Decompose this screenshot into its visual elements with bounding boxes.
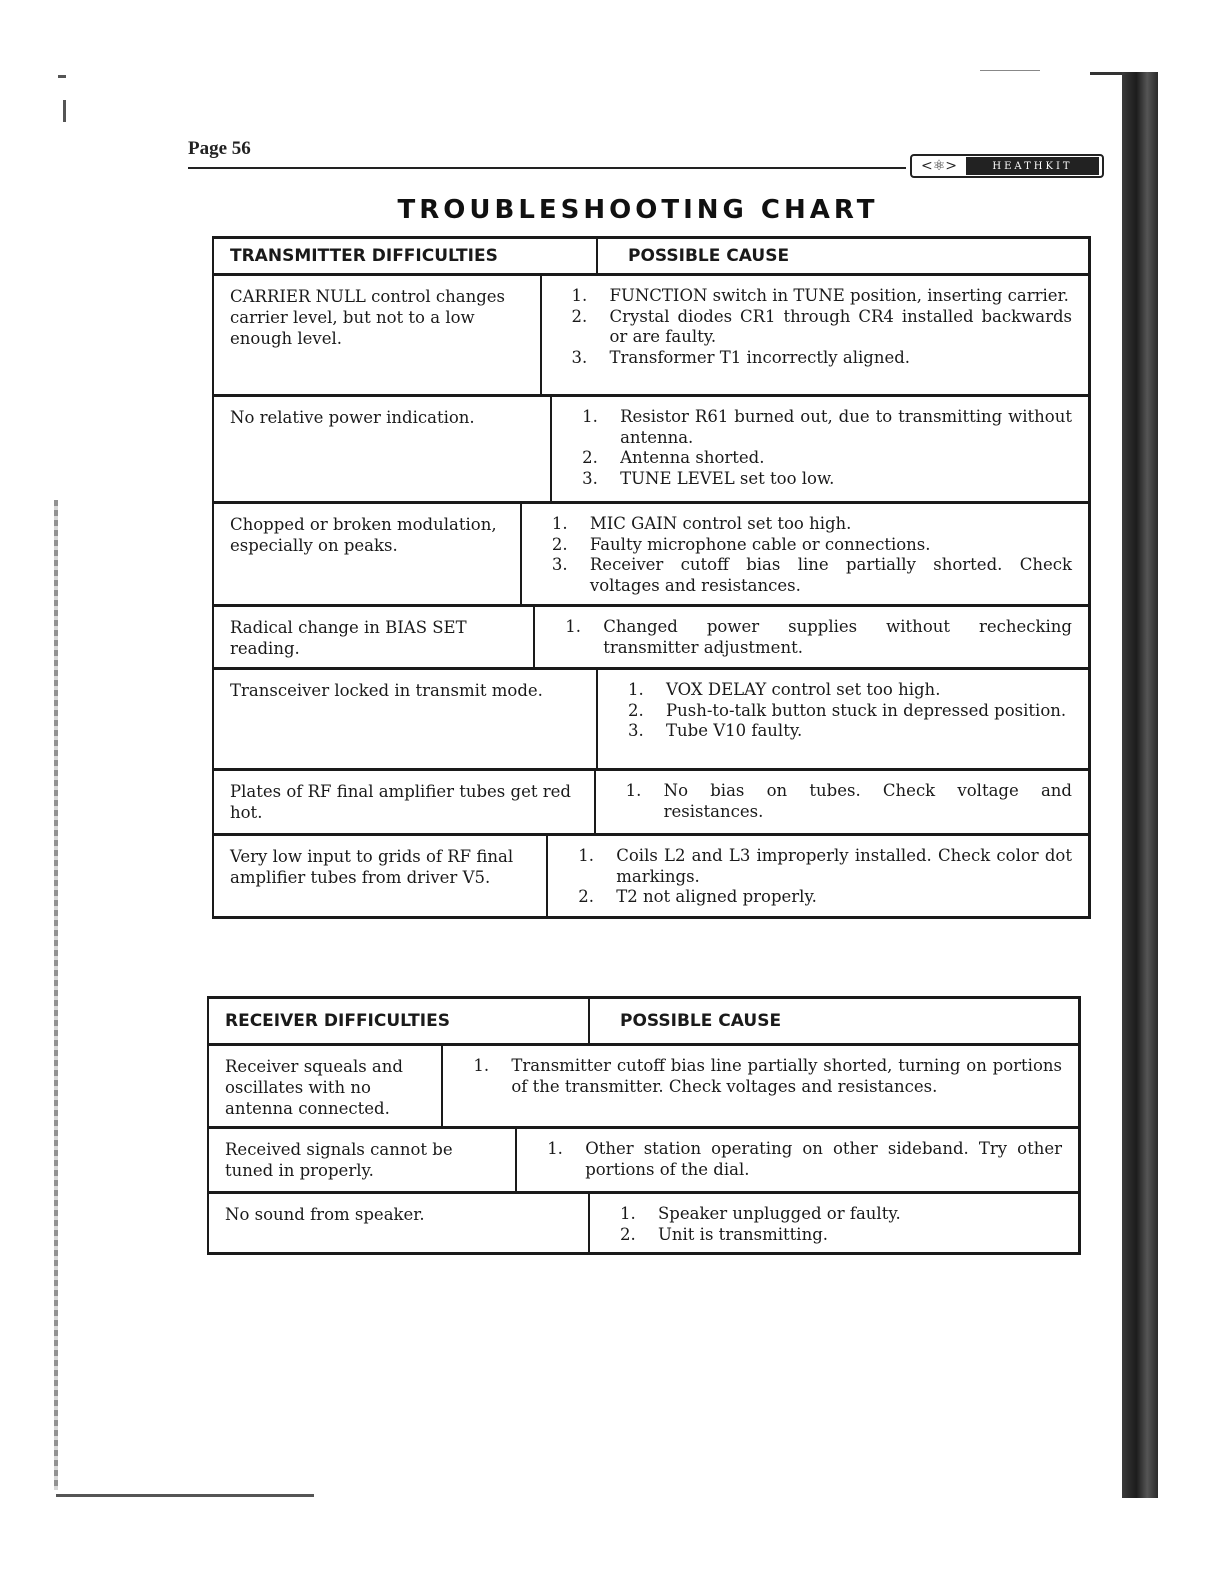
cause-text: Changed power supplies without rechecking transmitter adjustment. (603, 617, 1072, 657)
cause-item (572, 286, 1073, 307)
difficulty-cell: Transceiver locked in transmit mode. (214, 670, 598, 768)
cause-text: VOX DELAY control set too high. (666, 680, 941, 699)
scan-mark (63, 100, 66, 122)
table-row (207, 1129, 1081, 1194)
cause-cell (548, 836, 1088, 916)
cause-text: FUNCTION switch in TUNE position, inserting carrier. (609, 286, 1069, 305)
difficulty-cell: No sound from speaker. (209, 1194, 590, 1252)
chart-title: TROUBLESHOOTING CHART (397, 195, 879, 225)
scan-dash (980, 70, 1040, 71)
cause-item (628, 721, 1066, 742)
cause-text: Antenna shorted. (620, 448, 765, 467)
cause-cell (443, 1046, 1078, 1126)
cause-item (620, 1225, 901, 1246)
cause-number: 2. (578, 887, 594, 906)
cause-text: Faulty microphone cable or connections. (589, 534, 931, 554)
cause-number: 1. (628, 680, 644, 699)
cause-number: 1. (625, 781, 642, 800)
column-header-difficulty: TRANSMITTER DIFFICULTIES (214, 239, 598, 273)
cause-text: Coils L2 and L3 improperly installed. Check color dot markings. (616, 846, 1072, 886)
cause-cell (590, 1194, 917, 1252)
cause-number: 3. (628, 721, 644, 740)
cause-number: 1. (551, 514, 568, 533)
cause-text: Unit is transmitting. (658, 1224, 829, 1244)
table-header-row (212, 236, 1091, 276)
column-header-difficulty: RECEIVER DIFFICULTIES (209, 999, 590, 1043)
cause-number: 1. (473, 1056, 490, 1075)
column-header-cause: POSSIBLE CAUSE (628, 245, 790, 266)
cause-number: 3. (551, 555, 568, 574)
cause-cell (598, 670, 1082, 768)
table-row (212, 670, 1091, 771)
receiver-table (207, 996, 1081, 1255)
difficulty-cell: CARRIER NULL control changes carrier level, but not to a low enough level. (214, 276, 542, 394)
cause-number: 3. (582, 468, 598, 488)
cause-text: Resistor R61 burned out, due to transmitting without antenna. (620, 407, 1072, 447)
header-rule (188, 167, 906, 169)
cause-text: Tube V10 faulty. (666, 721, 803, 740)
table-header-row (207, 996, 1081, 1046)
column-header-cause: POSSIBLE CAUSE (620, 1010, 782, 1031)
cause-text: TUNE LEVEL set too low. (620, 468, 835, 488)
cause-item (552, 555, 1072, 596)
cause-number: 1. (578, 846, 594, 865)
table-row (212, 276, 1091, 397)
cause-text: Receiver cutoff bias line partially shorted. Check voltages and resistances. (589, 555, 1072, 595)
logo-text: HEATHKIT (966, 157, 1099, 175)
cause-number: 1. (565, 617, 582, 636)
cause-item (582, 407, 1072, 448)
scan-mark (58, 75, 66, 78)
cause-number: 1. (620, 1204, 636, 1223)
table-row (207, 1046, 1081, 1129)
cause-item (565, 617, 1072, 658)
page-number: Page 56 (188, 138, 251, 159)
cause-cell (517, 1129, 1078, 1191)
cause-text: MIC GAIN control set too high. (589, 514, 852, 533)
table-row (212, 504, 1091, 607)
scan-binding-edge (1122, 72, 1158, 1498)
transmitter-table (212, 236, 1091, 919)
cause-number: 2. (571, 306, 588, 326)
cause-number: 1. (582, 407, 598, 426)
cause-number: 1. (571, 286, 588, 305)
cause-text: Transformer T1 incorrectly aligned. (609, 347, 911, 367)
cause-cell (535, 607, 1088, 667)
cause-number: 3. (571, 347, 588, 367)
cause-cell (596, 771, 1088, 833)
cause-number: 2. (551, 534, 568, 554)
cause-number: 1. (547, 1139, 563, 1158)
cause-item (473, 1056, 1062, 1097)
table-row (212, 607, 1091, 670)
cause-text: Speaker unplugged or faulty. (658, 1204, 901, 1223)
cause-cell (522, 504, 1088, 604)
cause-item (572, 307, 1073, 348)
atom-icon: <⚛> (920, 158, 957, 174)
cause-text: Other station operating on other sideband. Try other portions of the dial. (585, 1139, 1062, 1179)
cause-item (626, 781, 1072, 822)
table-row (212, 397, 1091, 504)
cause-text: Push-to-talk button stuck in depressed position. (666, 700, 1067, 720)
cause-text: Transmitter cutoff bias line partially shorted, turning on portions of the transmitter. Check voltages and resistances. (511, 1056, 1062, 1096)
cause-item (572, 348, 1073, 369)
difficulty-cell: Chopped or broken modulation, especially on peaks. (214, 504, 522, 604)
cause-cell (552, 397, 1088, 501)
scan-bottom-edge (56, 1494, 314, 1497)
cause-number: 2. (628, 700, 644, 720)
cause-number: 2. (620, 1224, 636, 1244)
cause-item (578, 846, 1072, 887)
cause-cell (542, 276, 1089, 394)
cause-item (582, 469, 1072, 490)
scan-left-edge (54, 500, 58, 1490)
cause-number: 2. (582, 448, 598, 467)
difficulty-cell: No relative power indication. (214, 397, 552, 501)
difficulty-cell: Very low input to grids of RF final amplifier tubes from driver V5. (214, 836, 548, 916)
table-row (207, 1194, 1081, 1255)
cause-item (547, 1139, 1062, 1180)
heathkit-logo (910, 154, 1104, 178)
table-row (212, 836, 1091, 919)
cause-text: Crystal diodes CR1 through CR4 installed backwards or are faulty. (609, 306, 1072, 346)
cause-text: T2 not aligned properly. (616, 887, 817, 906)
difficulty-cell: Receiver squeals and oscillates with no antenna connected. (209, 1046, 443, 1126)
cause-item (552, 514, 1072, 535)
cause-item (578, 887, 1072, 908)
cause-text: No bias on tubes. Check voltage and resistances. (663, 781, 1072, 821)
difficulty-cell: Radical change in BIAS SET reading. (214, 607, 535, 667)
cause-item (620, 1204, 901, 1225)
cause-item (582, 448, 1072, 469)
difficulty-cell: Plates of RF final amplifier tubes get red hot. (214, 771, 596, 833)
cause-item (628, 701, 1066, 722)
cause-item (628, 680, 1066, 701)
cause-item (552, 535, 1072, 556)
table-row (212, 771, 1091, 836)
difficulty-cell: Received signals cannot be tuned in properly. (209, 1129, 517, 1191)
